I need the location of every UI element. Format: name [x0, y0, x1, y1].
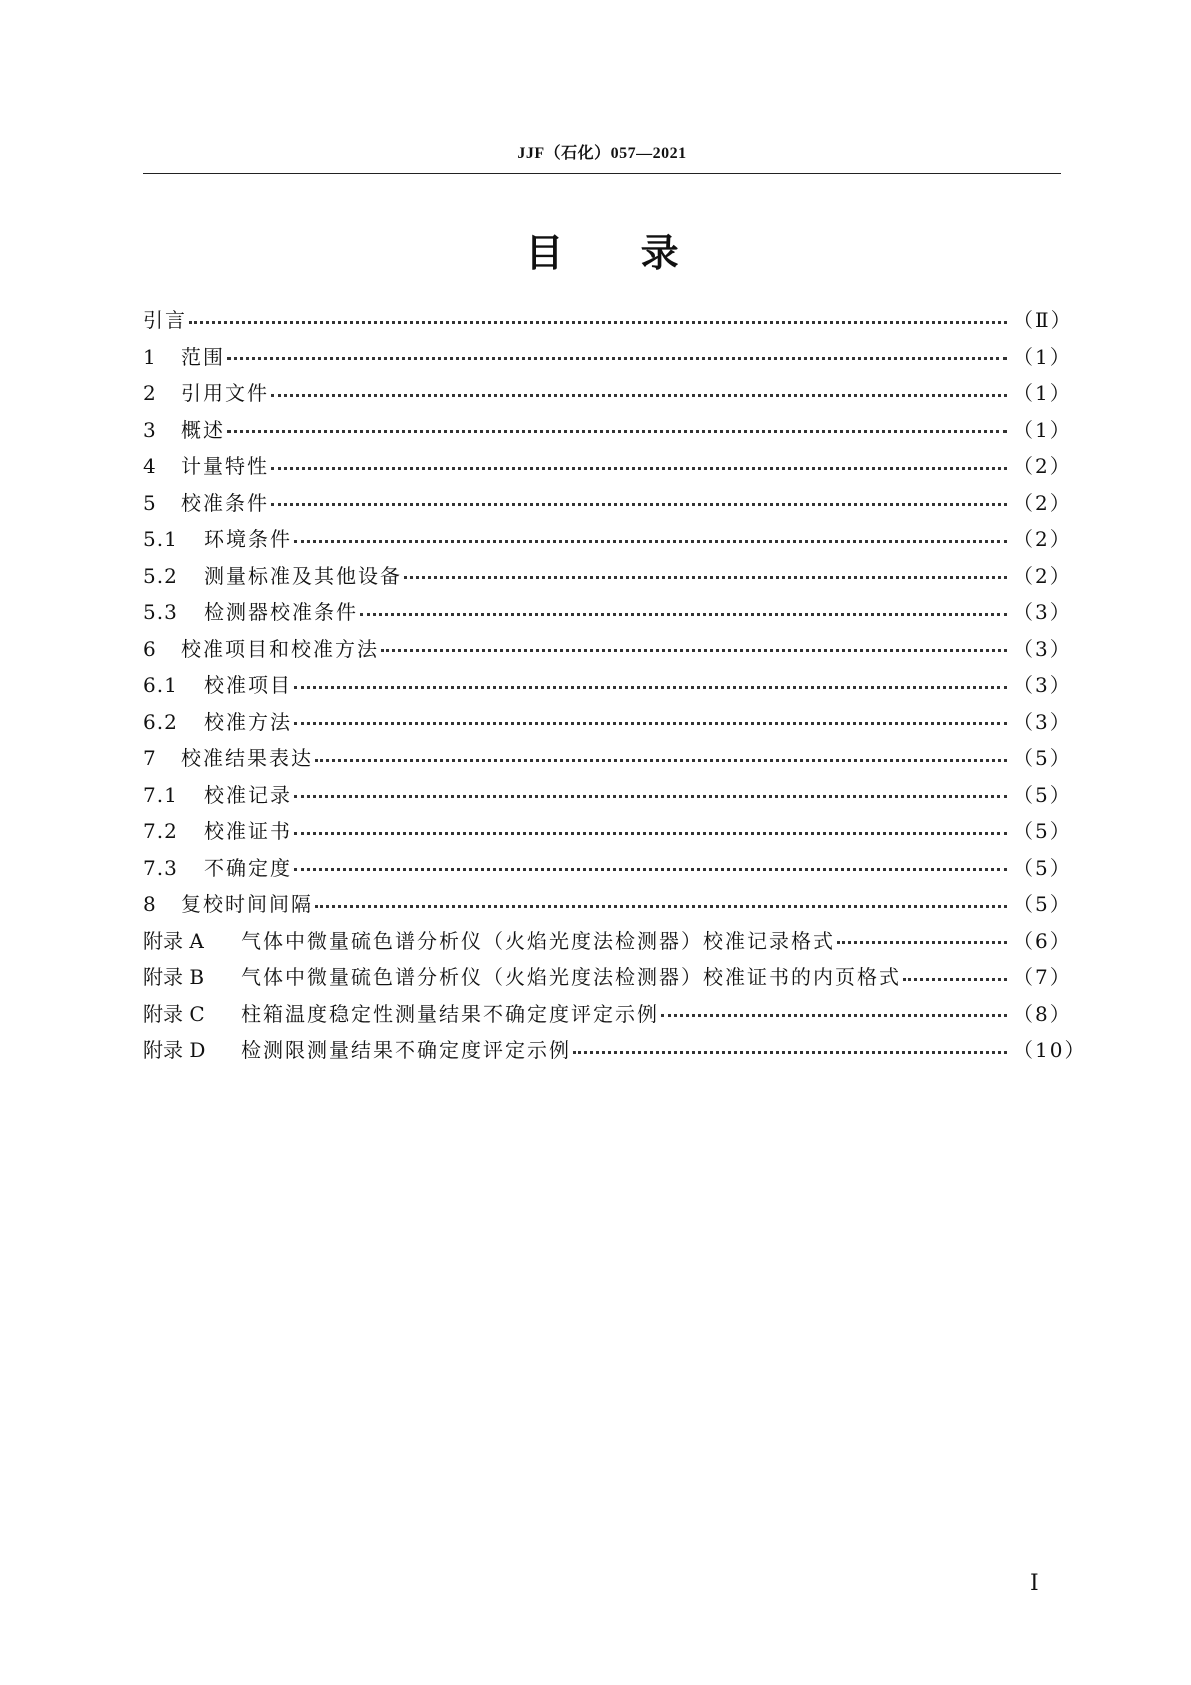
toc-entry-label: 引用文件	[181, 381, 269, 405]
toc-entry-number: 7.2	[143, 819, 178, 843]
toc-entry[interactable]	[143, 448, 1072, 485]
toc-leader-dots	[903, 978, 1007, 981]
toc-entry-label: 检测器校准条件	[204, 600, 358, 624]
toc-entry-page: （3）	[1013, 636, 1072, 661]
page-number: Ⅰ	[1030, 1570, 1039, 1595]
toc-entry-label: 检测限测量结果不确定度评定示例	[241, 1038, 571, 1062]
toc-entry-label: 校准项目和校准方法	[181, 636, 379, 661]
toc-entry-page: （5）	[1013, 892, 1072, 916]
toc-entry[interactable]	[143, 923, 1072, 960]
toc-entry-number: 5	[143, 490, 157, 515]
toc-leader-dots	[294, 686, 1007, 689]
toc-leader-dots	[227, 357, 1007, 360]
toc-entry-label: 概述	[181, 417, 225, 442]
toc-leader-dots	[271, 503, 1007, 506]
toc-entry-number: 附录 D	[143, 1038, 206, 1062]
toc-entry-number: 7.3	[143, 855, 178, 880]
toc-entry[interactable]	[143, 667, 1072, 704]
toc-leader-dots	[661, 1014, 1007, 1017]
toc-entry-page: （6）	[1013, 928, 1072, 953]
toc-leader-dots	[294, 795, 1007, 798]
toc-entry-page: （2）	[1013, 527, 1072, 551]
toc-entry-page: （1）	[1013, 381, 1072, 405]
toc-entry-label: 复校时间间隔	[181, 892, 313, 916]
toc-entry-page: （5）	[1013, 746, 1072, 770]
toc-entry-page: （1）	[1013, 344, 1072, 369]
toc-entry-number: 附录 B	[143, 965, 205, 989]
toc-leader-dots	[315, 759, 1007, 762]
toc-entry-number: 6	[143, 636, 157, 661]
toc-entry[interactable]	[143, 704, 1072, 741]
toc-entry-label: 校准方法	[204, 709, 292, 734]
toc-entry-number: 4	[143, 454, 157, 478]
toc-entry-page: （3）	[1013, 600, 1072, 624]
toc-entry-page: （2）	[1013, 490, 1072, 515]
toc-entry-page: （2）	[1013, 563, 1072, 588]
toc-entry-page: （5）	[1013, 819, 1072, 843]
toc-entry-label: 测量标准及其他设备	[204, 563, 402, 588]
toc-entry-page: （8）	[1013, 1001, 1072, 1026]
toc-entry-number: 6.2	[143, 709, 178, 734]
toc-entry-label: 校准记录	[204, 782, 292, 807]
toc-entry-label: 计量特性	[181, 454, 269, 478]
toc-entry-page: （1）	[1013, 417, 1072, 442]
toc-entry-page: （7）	[1013, 965, 1072, 989]
toc-entry[interactable]	[143, 302, 1073, 339]
toc-leader-dots	[294, 722, 1007, 725]
toc-leader-dots	[271, 394, 1007, 397]
toc-entry[interactable]	[143, 886, 1072, 923]
toc-entry-label: 校准项目	[204, 673, 292, 697]
toc-entry[interactable]	[143, 594, 1072, 631]
toc-entry-number: 1	[143, 344, 157, 369]
title-char-2: 录	[640, 231, 679, 275]
toc-entry-page: （10）	[1013, 1038, 1087, 1062]
toc-leader-dots	[294, 868, 1007, 871]
toc-entry-label: 校准证书	[204, 819, 292, 843]
toc-entry[interactable]	[143, 777, 1072, 814]
toc-entry-number: 3	[143, 417, 157, 442]
title-char-1: 目	[525, 231, 564, 275]
toc-entry[interactable]	[143, 558, 1072, 595]
toc-entry-number: 5.3	[143, 600, 178, 624]
toc-entry[interactable]	[143, 412, 1072, 449]
toc-entry[interactable]	[143, 850, 1072, 887]
toc-entry[interactable]	[143, 339, 1072, 376]
toc-entry-number: 6.1	[143, 673, 178, 697]
toc-leader-dots	[294, 540, 1007, 543]
toc-leader-dots	[294, 832, 1007, 835]
toc-leader-dots	[360, 613, 1007, 616]
toc-entry-page: （5）	[1013, 855, 1072, 880]
toc-entry-page: （3）	[1013, 709, 1072, 734]
toc-entry[interactable]	[143, 375, 1072, 412]
toc-entry[interactable]	[143, 485, 1072, 522]
toc-entry-label: 气体中微量硫色谱分析仪（火焰光度法检测器）校准证书的内页格式	[241, 965, 901, 989]
toc-entry-number: 7	[143, 746, 157, 770]
toc-entry[interactable]	[143, 959, 1072, 996]
toc-entry[interactable]	[143, 631, 1072, 668]
toc-leader-dots	[271, 467, 1007, 470]
toc-entry-number: 2	[143, 381, 157, 405]
toc-entry-label: 校准结果表达	[181, 746, 313, 770]
toc-leader-dots	[315, 905, 1007, 908]
toc-entry-label: 环境条件	[204, 527, 292, 551]
toc-entry-label: 校准条件	[181, 490, 269, 515]
toc-leader-dots	[404, 576, 1007, 579]
toc-entry-number: 5.1	[143, 527, 178, 551]
toc-entry-label: 柱箱温度稳定性测量结果不确定度评定示例	[241, 1001, 659, 1026]
toc-leader-dots	[189, 321, 1007, 324]
toc-entry-label: 气体中微量硫色谱分析仪（火焰光度法检测器）校准记录格式	[241, 928, 835, 953]
toc-entry-label: 不确定度	[204, 855, 292, 880]
table-of-contents	[143, 302, 1087, 1069]
toc-entry-page: （2）	[1013, 454, 1072, 478]
toc-entry[interactable]	[143, 740, 1072, 777]
toc-leader-dots	[381, 649, 1007, 652]
toc-entry-page: （3）	[1013, 673, 1072, 697]
toc-entry[interactable]	[143, 813, 1072, 850]
toc-entry-page: （5）	[1013, 782, 1072, 807]
page-title	[143, 222, 1061, 277]
toc-entry-label: 范围	[181, 344, 225, 369]
toc-entry-label: 引言	[143, 308, 187, 332]
header-rule	[143, 173, 1061, 174]
toc-leader-dots	[837, 941, 1007, 944]
toc-leader-dots	[227, 430, 1007, 433]
toc-leader-dots	[573, 1051, 1007, 1054]
toc-entry[interactable]	[143, 996, 1072, 1033]
toc-entry[interactable]	[143, 521, 1072, 558]
toc-entry-number: 附录 A	[143, 928, 204, 953]
toc-entry-number: 8	[143, 892, 157, 916]
toc-entry-number: 5.2	[143, 563, 178, 588]
document-code-header: JJF（石化）057—2021	[517, 145, 687, 162]
toc-entry[interactable]	[143, 1032, 1087, 1069]
toc-entry-page: （Ⅱ）	[1013, 308, 1073, 332]
toc-entry-number: 7.1	[143, 782, 178, 807]
toc-entry-number: 附录 C	[143, 1001, 205, 1026]
